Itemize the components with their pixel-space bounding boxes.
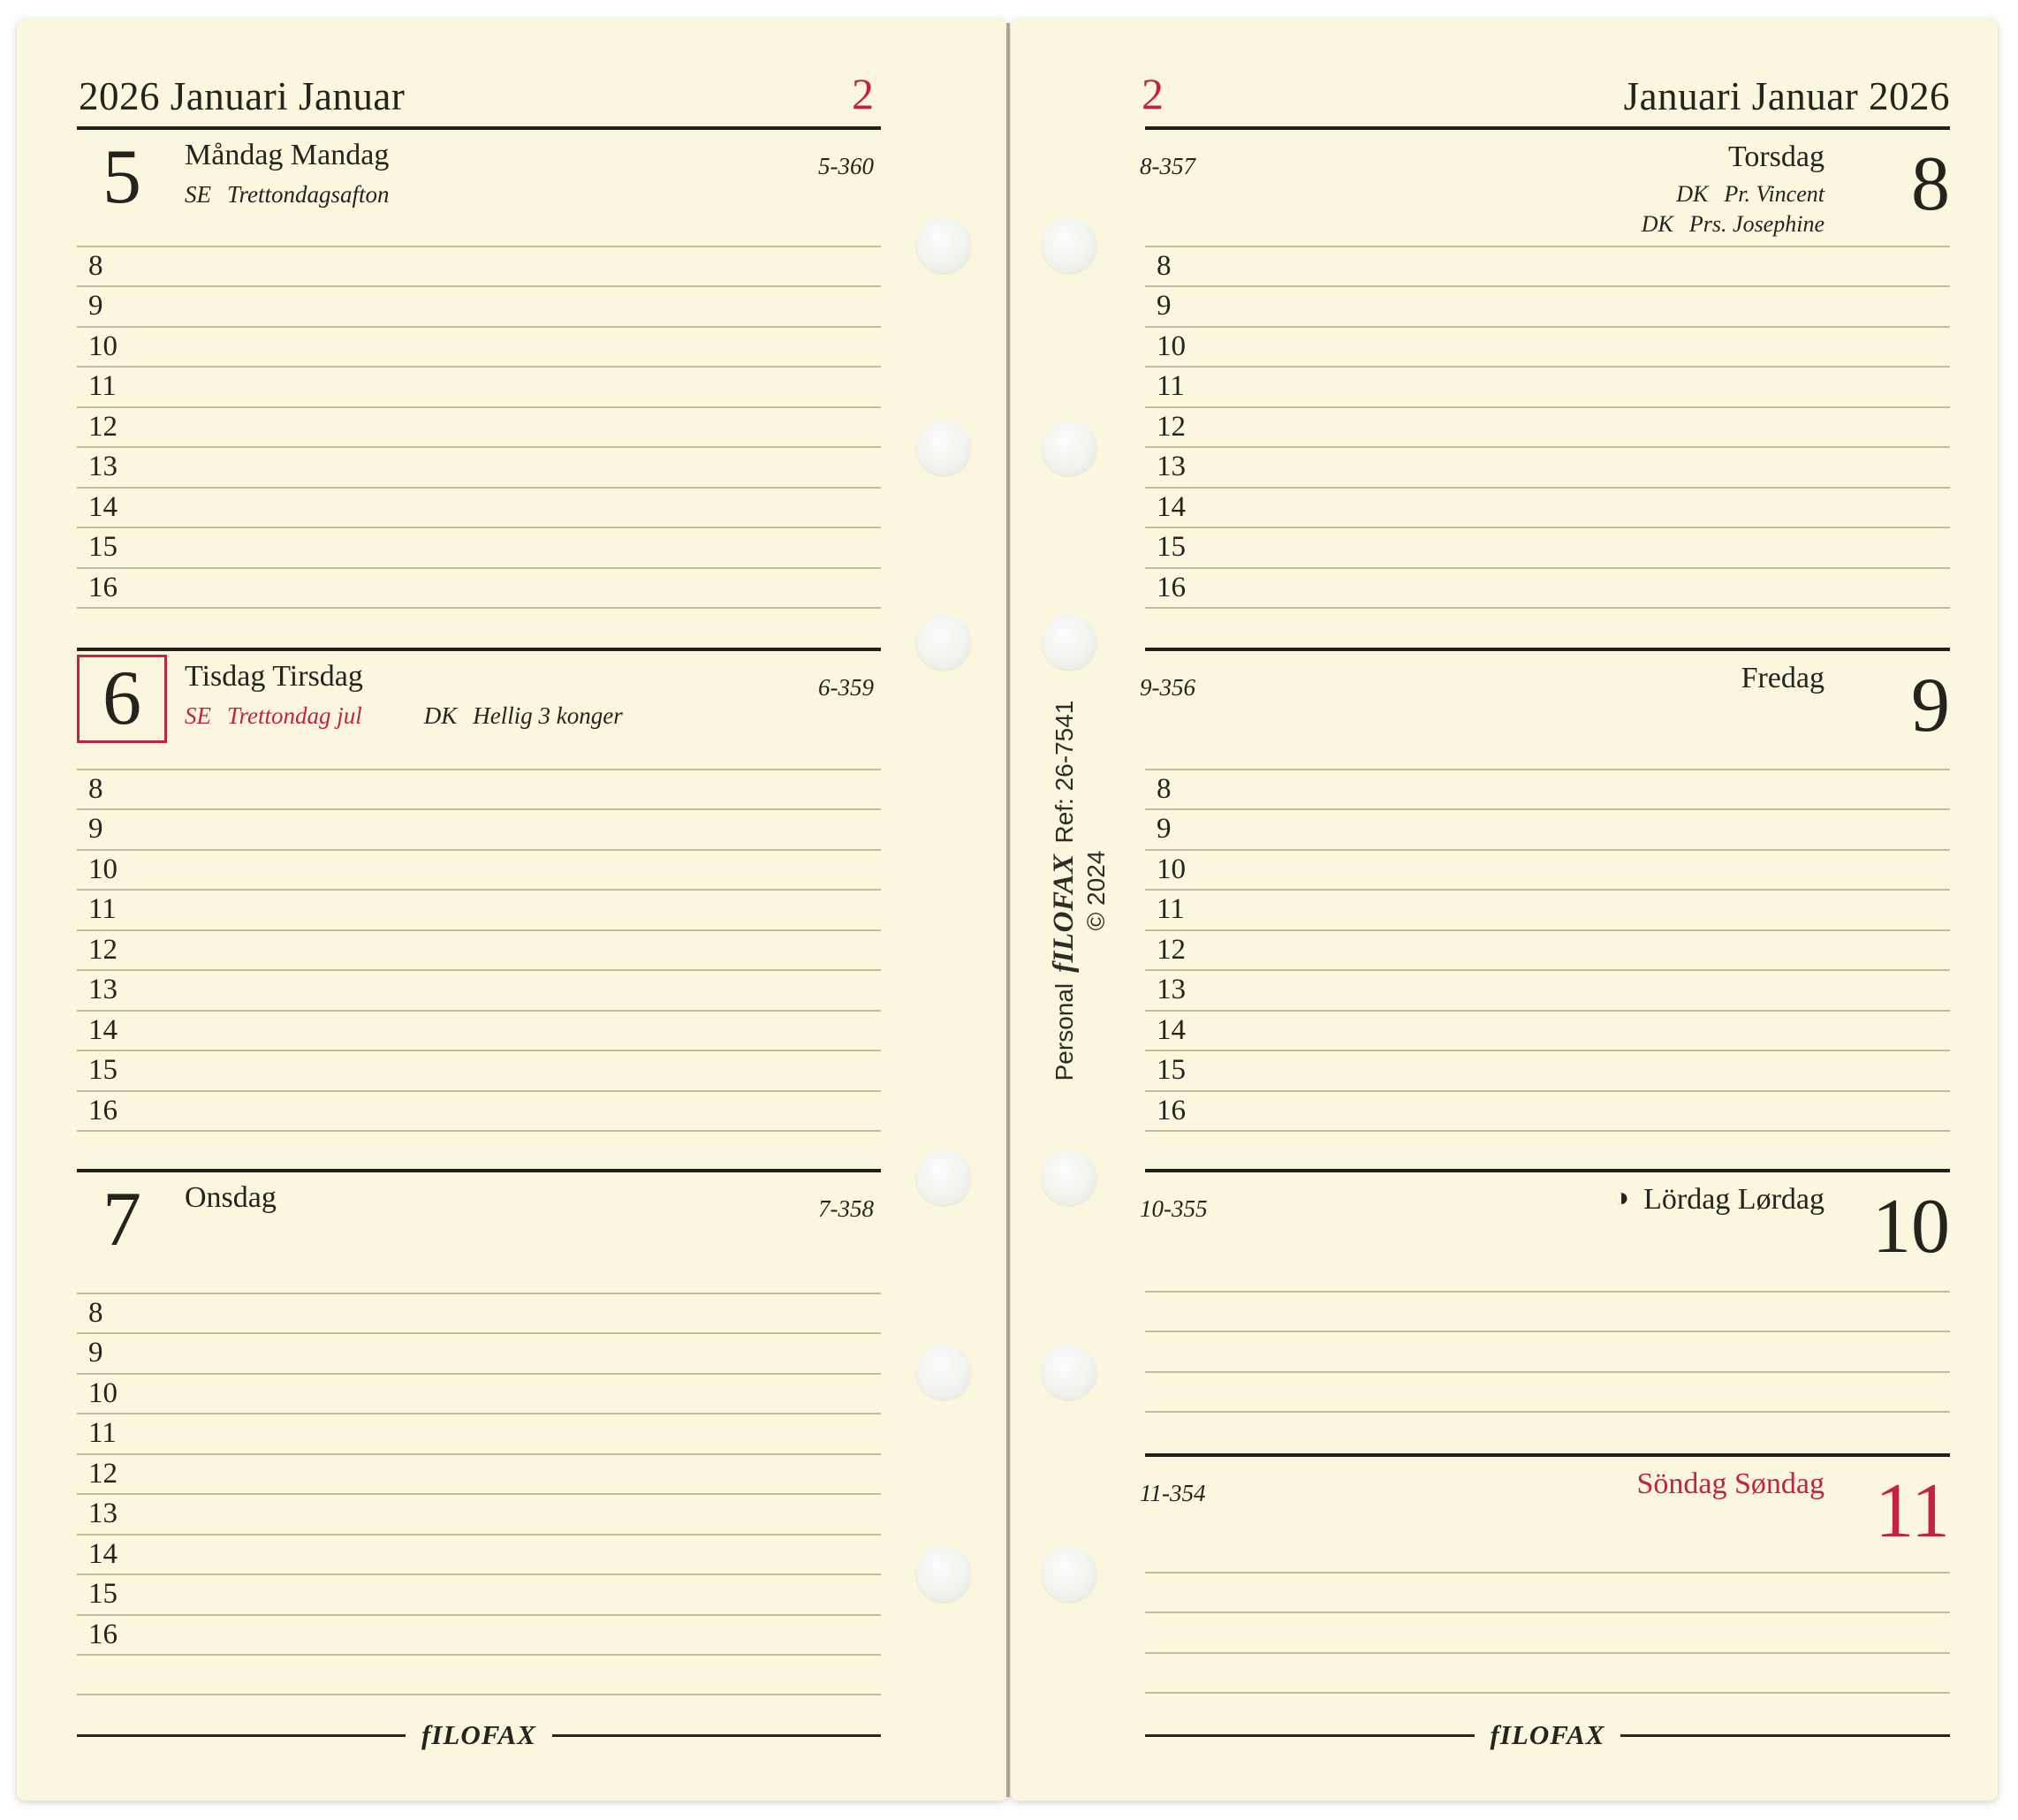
day-of-year: 10-355 [1140,1195,1208,1222]
hour-row [1145,247,1950,287]
hour-row [77,851,881,891]
hour-label: 8 [88,773,103,805]
spine-product: Personal [1051,982,1078,1081]
punch-hole [916,1345,971,1399]
hour-label: 15 [88,1054,118,1087]
punch-hole [916,218,971,273]
hour-label: 11 [1157,893,1185,926]
hour-label: 8 [88,250,103,282]
holiday-country-code: SE [185,702,211,729]
punch-hole [1042,1150,1096,1205]
day-number: 11 [1875,1468,1950,1554]
holiday-country-code: SE [185,181,211,208]
day-number-today-box: 6 [77,655,167,743]
week-number: 2 [1142,69,1164,118]
hour-label: 9 [1157,290,1172,322]
hour-row [77,891,881,930]
filofax-logo-text: fILOFAX [1490,1719,1605,1750]
hour-label: 10 [88,853,118,885]
punch-hole [916,1547,971,1602]
hour-row [77,1414,881,1454]
hour-label: 12 [88,1457,118,1490]
day-number: 9 [1911,663,1950,748]
hour-label: 12 [1157,933,1186,966]
note-lines [1145,1253,1950,1414]
day-number: 5 [102,134,141,220]
hour-row [77,931,881,971]
hour-label: 13 [88,1498,118,1530]
hour-row [77,1051,881,1091]
hour-row [77,247,881,287]
day-names: Måndag Mandag [185,139,390,171]
hour-label: 11 [88,1417,117,1450]
holiday-row [185,181,390,209]
day-header [77,126,881,246]
hour-label: 10 [1157,853,1186,885]
hour-row [77,448,881,488]
day-number: 7 [102,1177,141,1263]
logo-rule-right [1620,1734,1950,1737]
day-number: 10 [1872,1184,1950,1270]
hour-label: 8 [1157,250,1172,282]
note-lines [1145,1534,1950,1695]
blank-row [1145,1534,1950,1574]
hour-label: 9 [88,1337,103,1369]
hour-row [1145,851,1950,891]
hour-grid [1145,769,1950,1132]
spine-imprint [1048,679,1111,1103]
day-of-year: 11-354 [1140,1480,1206,1506]
hour-row [77,1012,881,1051]
hour-row [77,971,881,1011]
hour-label: 11 [88,370,117,403]
hour-row [77,1092,881,1132]
hour-label: 10 [88,1376,118,1409]
hour-row [77,1455,881,1495]
hour-row [77,569,881,609]
holiday-name: Hellig 3 konger [473,702,623,729]
spine-imprint-line1 [1048,679,1081,1103]
hour-label: 15 [1157,1054,1186,1087]
hour-label: 14 [88,490,118,523]
holiday-name: Pr. Vincent [1724,181,1825,207]
punch-hole [1042,218,1096,273]
hour-row [1145,448,1950,488]
hour-label: 12 [88,933,118,966]
blank-row [1145,1332,1950,1372]
hour-row [77,1536,881,1575]
holiday-name: Prs. Josephine [1688,211,1825,237]
hour-row [77,489,881,528]
day-of-year: 8-357 [1140,153,1195,179]
page-spine-divider [1006,23,1010,1797]
filofax-logo-text: fILOFAX [421,1719,536,1750]
hour-label: 15 [88,1578,118,1611]
hour-row [1145,328,1950,368]
hour-label: 16 [88,571,118,603]
punch-hole [1042,1345,1096,1399]
hour-row [1145,810,1950,850]
hour-label: 9 [88,813,103,846]
hour-row [1145,1012,1950,1051]
holiday [424,702,623,730]
hour-grid [77,246,881,609]
hour-row [77,770,881,810]
hour-grid [1145,246,1950,609]
blank-row [1145,1373,1950,1413]
hour-row [77,1495,881,1535]
hour-label: 15 [1157,531,1186,564]
hour-label: 13 [88,451,118,483]
hour-row [77,810,881,850]
hour-row [1145,1092,1950,1132]
hour-row [1145,891,1950,930]
holiday-country-code: DK [1676,181,1709,207]
right-page [1011,19,1998,1801]
spine-copyright: © 2024 [1082,850,1110,931]
filofax-footer-logo [77,1718,881,1753]
week-number: 2 [852,69,874,118]
page-title: Januari Januar 2026 [1623,74,1950,118]
hour-row [77,1375,881,1414]
hour-label: 10 [88,330,118,362]
blank-row [77,1656,881,1695]
hour-row [77,287,881,327]
logo-rule-left [77,1734,406,1737]
punch-hole [916,1150,971,1205]
day-of-year: 9-356 [1140,674,1195,701]
holiday-name: Trettondagsafton [227,181,390,208]
hour-label: 9 [1157,813,1172,846]
hour-grid [77,1293,881,1695]
day-names: Söndag Søndag [1636,1467,1825,1500]
right-page-header [1142,19,1950,130]
page-title: 2026 Januari Januar [79,74,406,118]
moon-phase-icon: ◑ [1613,1183,1630,1212]
hour-grid [77,769,881,1132]
hour-label: 8 [1157,773,1172,805]
day-names: Onsdag [185,1181,277,1214]
hour-label: 14 [88,1537,118,1570]
hour-label: 16 [1157,1094,1186,1126]
blank-row [1145,1253,1950,1293]
blank-row [1145,1654,1950,1694]
punch-hole [1042,615,1096,670]
hour-row [77,328,881,368]
hour-label: 9 [88,290,103,322]
hour-label: 12 [1157,410,1186,443]
blank-row [1145,1613,1950,1653]
hour-row [1145,489,1950,528]
hour-label: 13 [88,974,118,1006]
day-header [1140,126,1950,246]
hour-row [77,1575,881,1615]
hour-label: 16 [88,1094,118,1126]
hour-row [1145,1051,1950,1091]
hour-row [77,368,881,407]
punch-hole [916,421,971,475]
day-of-year: 6-359 [818,674,874,701]
left-page-header [77,19,881,130]
hour-row [1145,569,1950,609]
holiday [185,181,390,209]
hour-row [1145,971,1950,1011]
day-number: 8 [1911,141,1950,227]
day-of-year: 7-358 [818,1195,874,1222]
hour-row [77,1334,881,1374]
hour-row [1145,408,1950,448]
hour-label: 11 [88,893,117,926]
hour-row [77,528,881,568]
hour-row [77,1294,881,1334]
hour-label: 14 [1157,1013,1186,1046]
hour-label: 14 [88,1013,118,1046]
blank-row [1145,1293,1950,1332]
holiday-row [185,702,623,730]
hour-label: 8 [88,1297,103,1329]
hour-label: 11 [1157,370,1185,403]
spine-reference: Ref: 26-7541 [1051,700,1078,844]
hour-label: 14 [1157,490,1186,523]
hour-row [1145,368,1950,407]
day-names: Tisdag Tirsdag [185,660,363,693]
punch-hole [916,615,971,670]
holiday [185,702,362,730]
punch-hole [1042,421,1096,475]
holiday-country-code: DK [1641,211,1673,237]
hour-row [1145,931,1950,971]
day-names: Torsdag [1727,140,1825,173]
day-header [77,648,881,769]
hour-label: 15 [88,531,118,564]
filofax-footer-logo [1145,1718,1950,1753]
holiday [1642,179,1825,209]
logo-rule-right [552,1734,881,1737]
hour-row [77,408,881,448]
holiday-list [1642,179,1825,239]
filofax-logo-text: fILOFAX [1048,853,1080,973]
hour-label: 16 [88,1618,118,1650]
left-page [17,19,1008,1801]
day-header [1140,648,1950,769]
day-names: Fredag [1741,662,1825,694]
hour-row [77,1616,881,1656]
hour-label: 13 [1157,974,1186,1006]
punch-hole [1042,1547,1096,1602]
holiday-name: Trettondag jul [227,702,362,729]
hour-label: 13 [1157,451,1186,483]
hour-row [1145,770,1950,810]
hour-label: 16 [1157,571,1186,603]
hour-label: 12 [88,410,118,443]
holiday [1642,209,1825,239]
blank-row [1145,1574,1950,1613]
holiday-country-code: DK [423,702,458,729]
day-names: ◑ Lördag Lørdag [1613,1183,1825,1216]
day-header [77,1169,881,1293]
day-of-year: 5-360 [818,153,874,179]
hour-row [1145,528,1950,568]
hour-label: 10 [1157,330,1186,362]
logo-rule-left [1145,1734,1475,1737]
hour-row [1145,287,1950,327]
